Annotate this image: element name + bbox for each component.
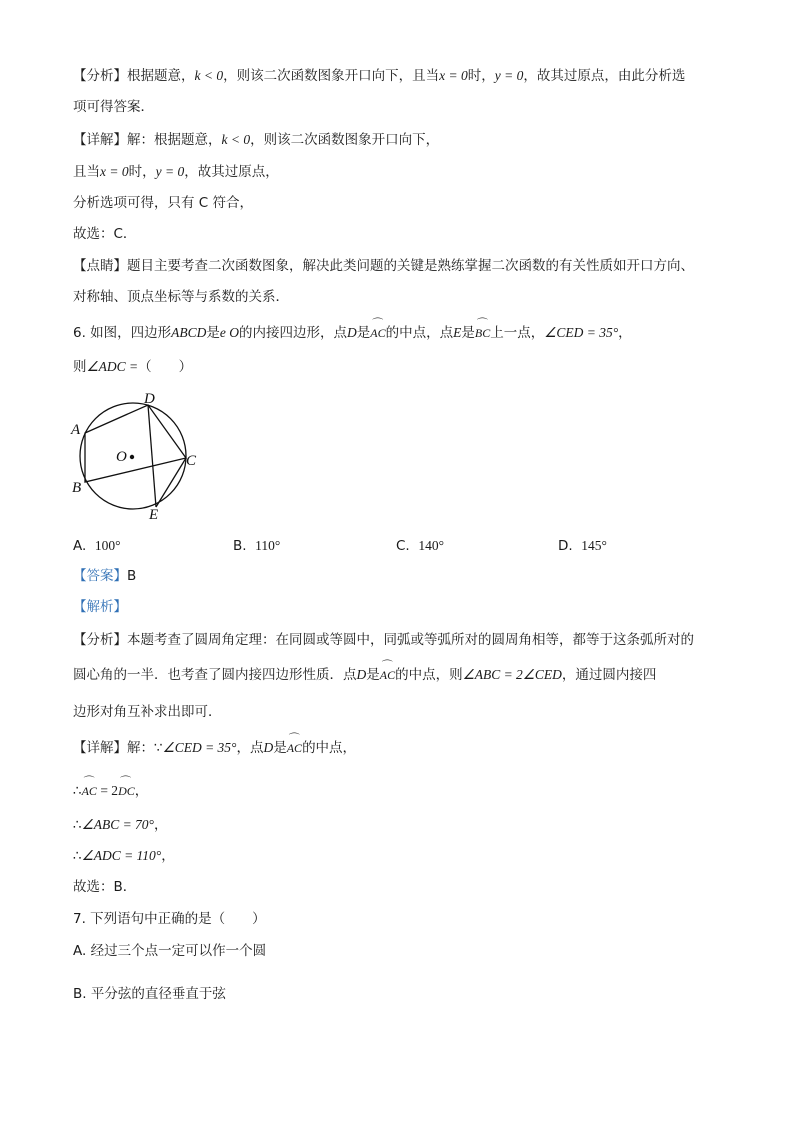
label-c: C xyxy=(186,453,197,469)
center-dot xyxy=(130,455,134,459)
jiexi-label: 【解析】 xyxy=(73,599,127,615)
label-a: A xyxy=(71,422,81,438)
label-o: O xyxy=(116,449,127,465)
q7-option-a[interactable]: A. 经过三个点一定可以作一个圆 xyxy=(73,943,267,959)
q6-detail-line-3: ∴∠ABC = 70°， xyxy=(73,817,168,833)
arc-ac: ⌒ AC xyxy=(370,323,385,343)
q6-stem-line-1: 6. 如图，四边形ABCD是e O的内接四边形，点D是⌒ AC的中点，点E是⌒ BC上一点，∠CED = 35°， xyxy=(73,323,632,343)
answer-value: B xyxy=(127,568,137,584)
analysis-line-1: 【分析】根据题意，k < 0，则该二次函数图象开口向下，且当x = 0时，y = 0，故其过原点，由此分析选 xyxy=(73,68,686,84)
segment-ce xyxy=(156,458,186,507)
option-a[interactable]: A. 100° xyxy=(73,538,121,554)
q6-detail-line-1: 【详解】解：∵∠CED = 35°，点D是⌒ AC的中点， xyxy=(73,738,356,758)
comment-line-1: 【点睛】题目主要考查二次函数图象，解决此类问题的关键是熟练掌握二次函数的有关性质如开口方向、 xyxy=(73,258,694,274)
q7-option-b[interactable]: B. 平分弦的直径垂直于弦 xyxy=(73,986,226,1002)
detail-line-3: 分析选项可得，只有 C 符合， xyxy=(73,195,254,211)
arc-bc: ⌒ BC xyxy=(475,323,490,343)
q6-detail-line-2: ∴⌒ AC = 2⌒ DC， xyxy=(73,781,148,801)
q6-analysis-line-3: 边形对角互补求出即可． xyxy=(73,704,222,720)
option-c[interactable]: C. 140° xyxy=(396,538,444,554)
label-d: D xyxy=(144,391,155,407)
answer-line xyxy=(73,566,136,586)
q6-analysis-line-2: 圆心角的一半．也考查了圆内接四边形性质．点D是⌒ AC的中点，则∠ABC = 2∠CED，通过圆内接四 xyxy=(73,665,656,685)
detail-line-2: 且当x = 0时，y = 0，故其过原点， xyxy=(73,164,279,180)
answer-label: 【答案】 xyxy=(73,568,127,584)
option-b[interactable]: B. 110° xyxy=(233,538,281,554)
comment-line-2: 对称轴、顶点坐标等与系数的关系． xyxy=(73,289,289,305)
q7-stem: 7. 下列语句中正确的是（ ） xyxy=(73,911,266,927)
q6-analysis-line-1: 【分析】本题考查了圆周角定理：在同圆或等圆中，同弧或等弧所对的圆周角相等，都等于这条弧所对的 xyxy=(73,632,694,648)
quadrilateral-abcd xyxy=(85,405,186,482)
detail-line-4: 故选：C． xyxy=(73,226,137,242)
label-e: E xyxy=(149,507,159,523)
q6-detail-line-4: ∴∠ADC = 110°， xyxy=(73,848,175,864)
circle-figure xyxy=(66,388,216,523)
q6-detail-line-5: 故选：B． xyxy=(73,879,137,895)
q6-stem-line-2: 则∠ADC =（ ） xyxy=(73,359,193,375)
analysis-line-2: 项可得答案． xyxy=(73,99,154,115)
segment-de xyxy=(148,405,156,507)
option-d[interactable]: D. 145° xyxy=(558,538,607,554)
label-b: B xyxy=(72,480,82,496)
detail-line-1: 【详解】解：根据题意，k < 0，则该二次函数图象开口向下， xyxy=(73,132,440,148)
